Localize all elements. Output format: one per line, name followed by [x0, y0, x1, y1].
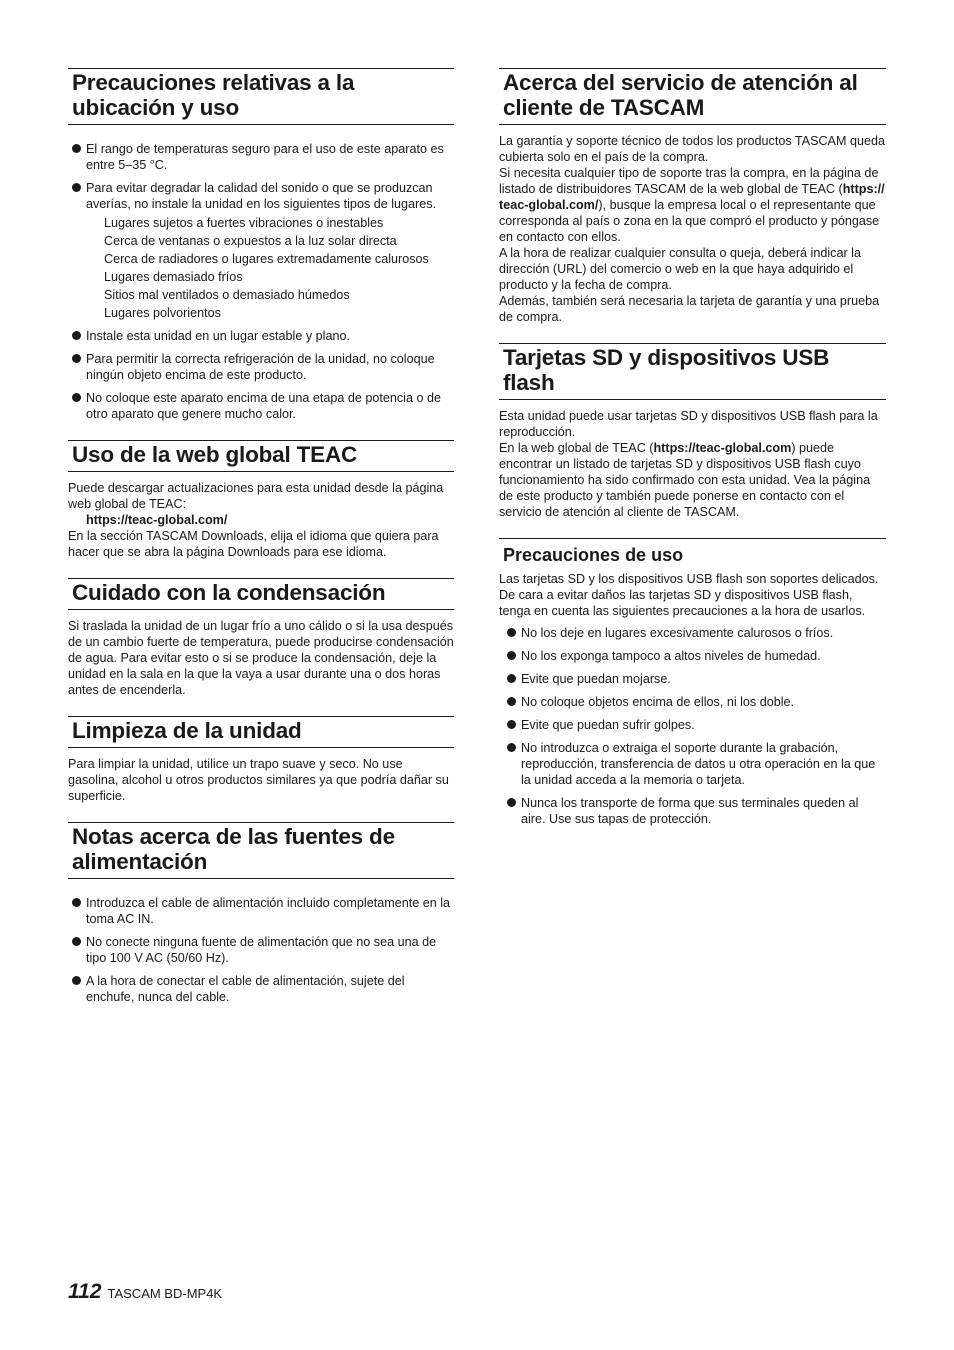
- paragraph: Para limpiar la unidad, utilice un trapo suave y seco. No use gasolina, alcohol u otros productos similares ya que podría dañar su superficie.: [68, 757, 449, 803]
- paragraph: [499, 440, 886, 520]
- heading-tarjetas: Tarjetas SD y dispositivos USB flash: [499, 343, 886, 400]
- paragraph: La garantía y soporte técnico de todos los productos TASCAM queda cubierta solo en el país de la compra.: [499, 134, 885, 164]
- paragraph: Las tarjetas SD y los dispositivos USB flash son soportes delicados. De cara a evitar daños las tarjetas SD y dispositivos USB flash, tenga en cuenta las siguientes precauciones a la hora de usarlos.: [499, 572, 879, 618]
- list-item-text: No coloque este aparato encima de una etapa de potencia o de otro aparato que genere mucho calor.: [86, 391, 441, 421]
- url-text: https://teac-global.com/: [86, 513, 228, 527]
- paragraph: Además, también será necesaria la tarjeta de garantía y una prueba de compra.: [499, 294, 880, 324]
- paragraph: [499, 165, 886, 245]
- text-run: ) puede encontrar un listado de tarjetas SD y dispositivos USB flash cuyo funcionamiento ha sido confirmado con esta unidad. Vea la página de este producto y también puede ponerse en contacto con el servicio de atención al cliente de TASCAM.: [499, 441, 871, 519]
- sub-list-item: Cerca de ventanas o expuestos a la luz solar directa: [104, 234, 397, 248]
- list-item: [68, 328, 454, 344]
- bullet-icon: [507, 798, 516, 807]
- bullet-icon: [72, 937, 81, 946]
- heading-line-1: Precauciones relativas a la: [72, 70, 355, 95]
- list-item: [68, 934, 454, 966]
- list-item: [68, 351, 454, 383]
- text-run: Si necesita cualquier tipo de soporte tras la compra, en la página de listado de distribuidores TASCAM de la web global de TEAC (: [499, 166, 879, 196]
- list-item: [68, 895, 454, 927]
- page-number: 112: [68, 1280, 102, 1303]
- heading-condensacion: Cuidado con la condensación: [68, 578, 454, 610]
- list-item: [503, 671, 886, 687]
- bullet-list: [68, 141, 454, 422]
- bullet-icon: [72, 183, 81, 192]
- heading-web: Uso de la web global TEAC: [68, 440, 454, 472]
- section-atencion: [499, 68, 886, 325]
- text-run: En la web global de TEAC (: [499, 441, 654, 455]
- list-item-text: Para evitar degradar la calidad del sonido o que se produzcan averías, no instale la unidad en los siguientes tipos de lugares.: [86, 181, 437, 211]
- url-text: https:// teac-global.com/: [499, 182, 885, 212]
- bullet-list: [499, 625, 886, 827]
- sub-list-item: Lugares sujetos a fuertes vibraciones o inestables: [104, 216, 384, 230]
- list-item: [503, 795, 886, 827]
- section-precauciones: [499, 538, 886, 827]
- list-item-text: El rango de temperaturas seguro para el uso de este aparato es entre 5–35 °C.: [86, 142, 444, 172]
- heading-alimentacion: [68, 822, 454, 879]
- heading-line-2: ubicación y uso: [72, 95, 240, 120]
- paragraph: Puede descargar actualizaciones para esta unidad desde la página web global de TEAC:: [68, 481, 444, 511]
- list-item: [68, 180, 454, 321]
- sub-list-item: Lugares demasiado fríos: [104, 270, 243, 284]
- sub-list-item: Lugares polvorientos: [104, 306, 221, 320]
- list-item-text: Introduzca el cable de alimentación incluido completamente en la toma AC IN.: [86, 896, 451, 926]
- list-item: [503, 740, 886, 788]
- section-ubicacion: [68, 68, 454, 422]
- bullet-icon: [72, 898, 81, 907]
- list-item: [503, 648, 886, 664]
- list-item-text: Para permitir la correcta refrigeración de la unidad, no coloque ningún objeto encima de este producto.: [86, 352, 435, 382]
- text-run: ), busque la empresa local o el representante que corresponda al país o zona en la que compró el producto y póngase en contacto con ellos.: [499, 198, 880, 244]
- model-name: TASCAM BD-MP4K: [107, 1286, 223, 1301]
- bullet-icon: [72, 144, 81, 153]
- paragraph: Si traslada la unidad de un lugar frío a uno cálido o si la usa después de un cambio fuerte de temperatura, puede producirse condensación de agua. Para evitar esto o si se produce la condensación, deje la unidad en la sala en la que la vaya a usar durante una o dos horas antes de encenderla.: [68, 619, 454, 697]
- right-column: [499, 68, 886, 845]
- list-item-text: No conecte ninguna fuente de alimentación que no sea una de tipo 100 V AC (50/60 Hz).: [86, 935, 437, 965]
- sub-list-item: Sitios mal ventilados o demasiado húmedos: [104, 288, 350, 302]
- list-item-text: Evite que puedan mojarse.: [521, 672, 671, 686]
- heading-line-1: Notas acerca de las fuentes de: [72, 824, 395, 849]
- list-item: [68, 390, 454, 422]
- bullet-icon: [507, 720, 516, 729]
- list-item: [68, 141, 454, 173]
- left-column: [68, 68, 454, 1023]
- section-condensacion: [68, 578, 454, 698]
- bullet-icon: [72, 393, 81, 402]
- list-item-text: A la hora de conectar el cable de alimentación, sujete del enchufe, nunca del cable.: [86, 974, 405, 1004]
- bullet-icon: [507, 628, 516, 637]
- bullet-icon: [507, 651, 516, 660]
- list-item-text: No coloque objetos encima de ellos, ni los doble.: [521, 695, 795, 709]
- paragraph: A la hora de realizar cualquier consulta o queja, deberá indicar la dirección (URL) del comercio o web en la que haya adquirido el producto y la fecha de compra.: [499, 246, 861, 292]
- list-item-text: Evite que puedan sufrir golpes.: [521, 718, 695, 732]
- list-item: [503, 694, 886, 710]
- section-tarjetas: [499, 343, 886, 520]
- list-item-text: No los exponga tampoco a altos niveles de humedad.: [521, 649, 821, 663]
- section-limpieza: [68, 716, 454, 804]
- list-item: [503, 625, 886, 641]
- bullet-icon: [507, 674, 516, 683]
- paragraph: Esta unidad puede usar tarjetas SD y dispositivos USB flash para la reproducción.: [499, 409, 878, 439]
- bullet-icon: [72, 331, 81, 340]
- bullet-icon: [507, 697, 516, 706]
- bullet-icon: [507, 743, 516, 752]
- section-web: [68, 440, 454, 560]
- heading-limpieza: Limpieza de la unidad: [68, 716, 454, 748]
- bullet-list: [68, 895, 454, 1005]
- heading-ubicacion: [68, 68, 454, 125]
- bullet-icon: [72, 976, 81, 985]
- url-text: https://teac-global.com: [653, 441, 792, 455]
- paragraph: En la sección TASCAM Downloads, elija el idioma que quiera para hacer que se abra la página Downloads para ese idioma.: [68, 529, 439, 559]
- heading-atencion: [499, 68, 886, 125]
- sub-list-item: Cerca de radiadores o lugares extremadamente calurosos: [104, 252, 429, 266]
- list-item: [503, 717, 886, 733]
- page-footer: [68, 1280, 222, 1304]
- section-alimentacion: [68, 822, 454, 1005]
- sub-list: [86, 215, 454, 321]
- list-item: [68, 973, 454, 1005]
- bullet-icon: [72, 354, 81, 363]
- heading-line-2: cliente de TASCAM: [503, 95, 705, 120]
- list-item-text: Nunca los transporte de forma que sus terminales queden al aire. Use sus tapas de protección.: [521, 796, 859, 826]
- heading-line-2: alimentación: [72, 849, 208, 874]
- heading-line-1: Acerca del servicio de atención al: [503, 70, 858, 95]
- heading-precauciones: Precauciones de uso: [499, 538, 886, 566]
- list-item-text: No introduzca o extraiga el soporte durante la grabación, reproducción, transferencia de datos u otra operación en la que la unidad acceda a la memoria o tarjeta.: [521, 741, 876, 787]
- list-item-text: No los deje en lugares excesivamente calurosos o fríos.: [521, 626, 834, 640]
- list-item-text: Instale esta unidad en un lugar estable y plano.: [86, 329, 350, 343]
